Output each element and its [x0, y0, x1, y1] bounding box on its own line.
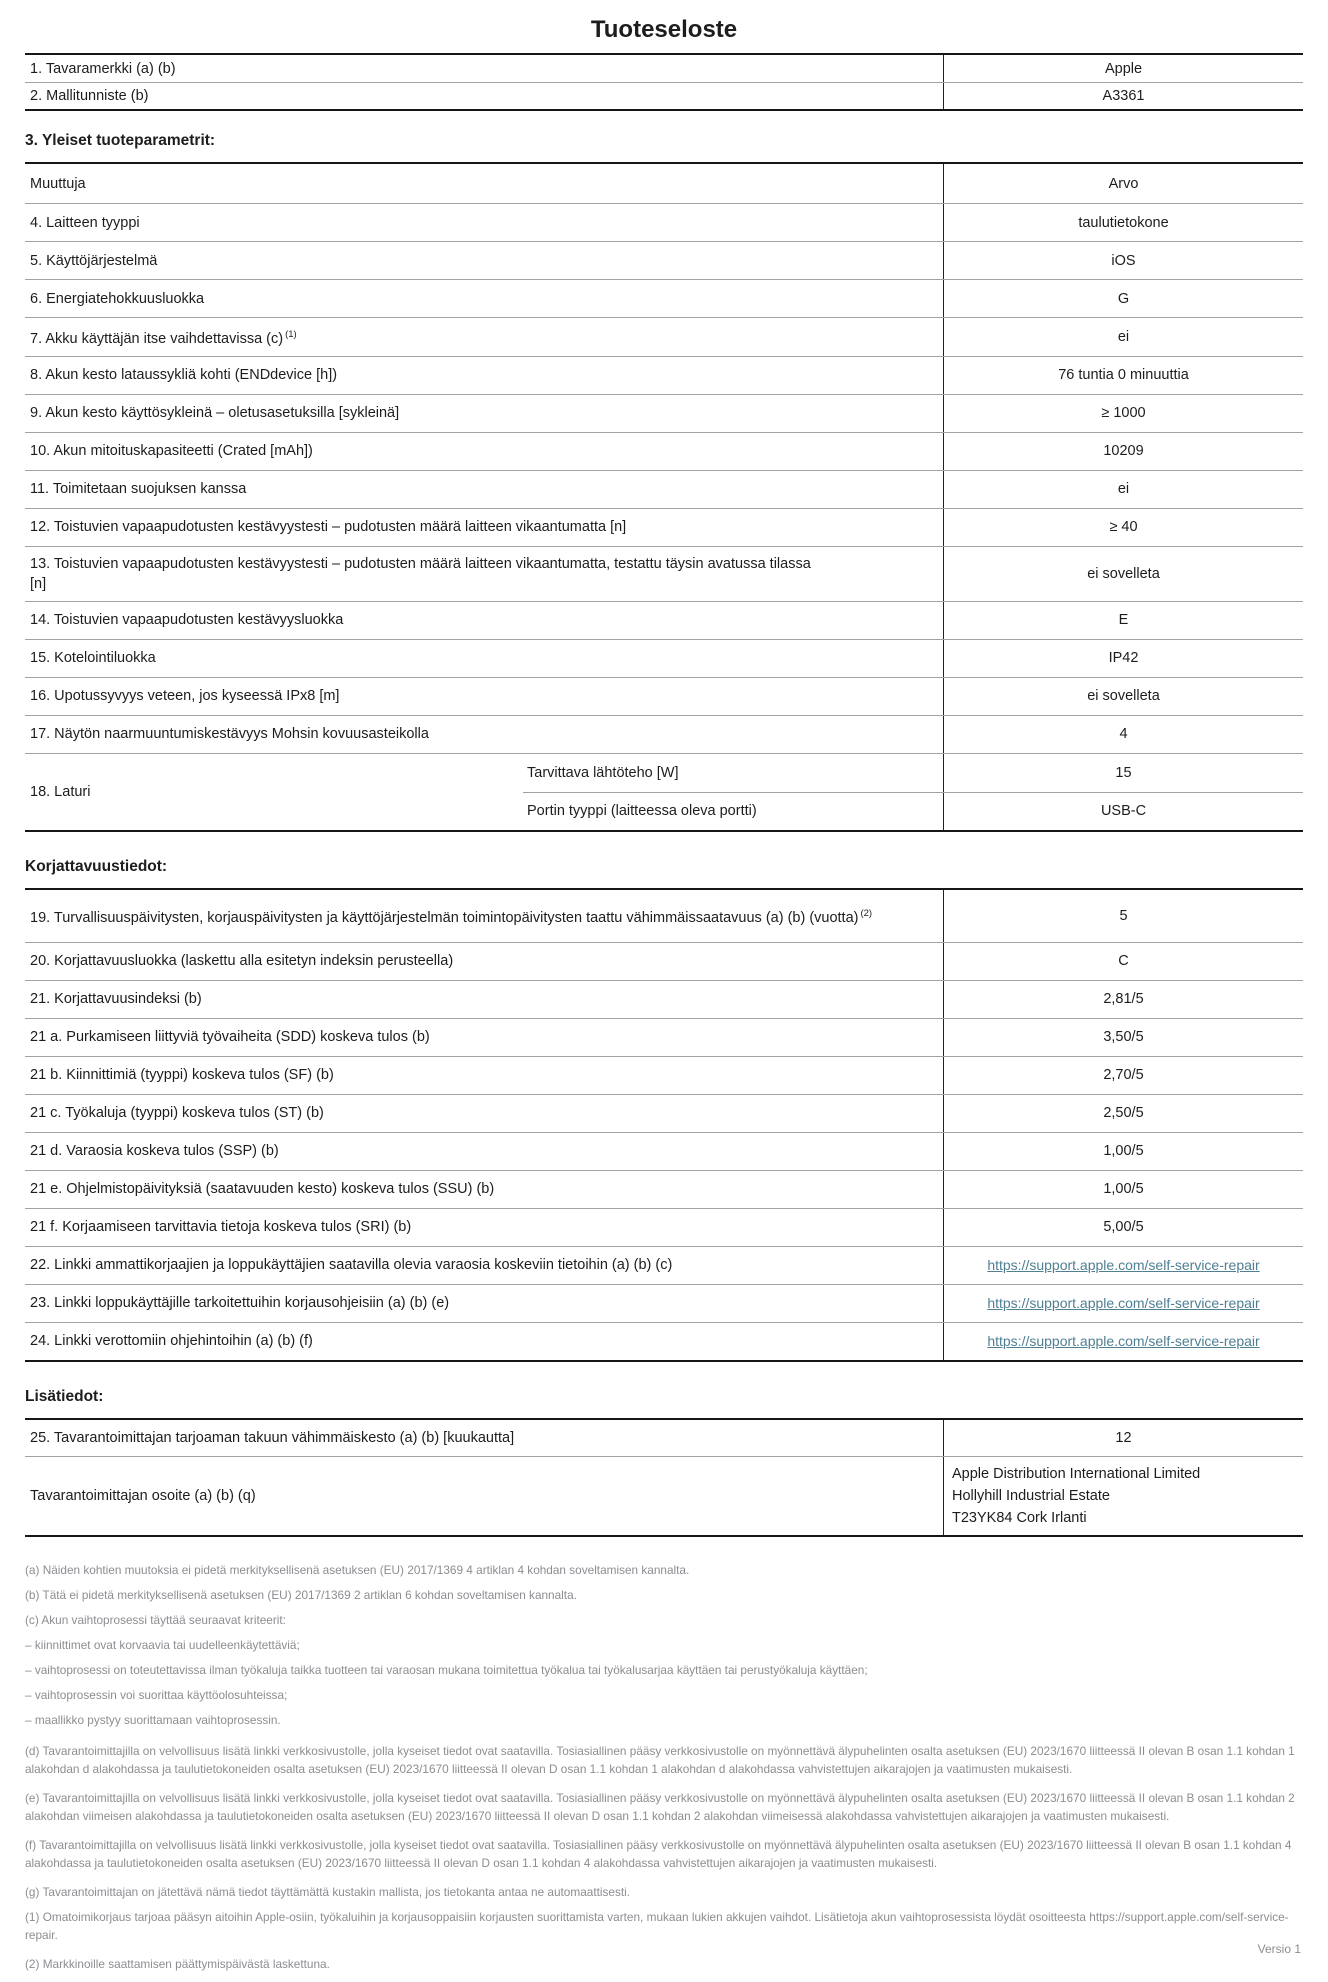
table-row [25, 356, 1303, 394]
section-heading-additional: Lisätiedot: [25, 1387, 104, 1405]
table-row [25, 394, 1303, 432]
table-row [25, 317, 1303, 356]
row-label: 2. Mallitunniste (b) [30, 88, 149, 104]
table-row [25, 1420, 1303, 1456]
row-value: Apple [943, 55, 1303, 82]
table-row [25, 1056, 1303, 1094]
row-value [943, 1285, 1303, 1322]
row-label: 1. Tavaramerkki (a) (b) [30, 60, 176, 77]
row-label: 21 c. Työkaluja (tyyppi) koskeva tulos (ST) (b) [30, 1105, 324, 1122]
footnote-list-item: – kiinnittimet ovat korvaavia tai uudelleenkäytettäviä; [25, 1637, 300, 1652]
footnote: (c) Akun vaihtoprosessi täyttää seuraavat kriteerit: [25, 1612, 286, 1627]
row-value: ≥ 40 [943, 509, 1303, 546]
table-row [25, 677, 1303, 715]
table-row [25, 470, 1303, 508]
row-value: E [943, 602, 1303, 639]
row-label: 12. Toistuvien vapaapudotusten kestävyystesti – pudotusten määrä laitteen vikaantumatta [n] [30, 519, 627, 536]
footnote-list-item: – maallikko pystyy suorittamaan vaihtoprosessin. [25, 1712, 281, 1727]
table-row [25, 1208, 1303, 1246]
table-row [25, 639, 1303, 677]
row-value: 12 [943, 1420, 1303, 1456]
footnote: (1) Omatoimikorjaus tarjoaa pääsyn aitoihin Apple-osiin, työkaluihin ja korjausoppaisiin korjausten suorittamista varten, mukaan lukien akkujen vaihdot. Lisätietoja akun vaihtoprosessista löydät osoitteesta https://support.apple.com/self-service-repair. [25, 1909, 1289, 1942]
spare-parts-link[interactable]: https://support.apple.com/self-service-repair [987, 1257, 1260, 1274]
table-row [25, 203, 1303, 241]
column-header-variable: Muuttuja [30, 175, 86, 192]
additional-info-table [25, 1418, 1303, 1537]
table-row [25, 890, 1303, 942]
footnote: (a) Näiden kohtien muutoksia ei pidetä merkityksellisenä asetuksen (EU) 2017/1369 4 artiklan 4 kohdan soveltamisen kannalta. [25, 1562, 690, 1577]
row-label: 21 f. Korjaamiseen tarvittavia tietoja koskeva tulos (SRI) (b) [30, 1219, 412, 1236]
sub-row-label: Tarvittava lähtöteho [W] [527, 764, 679, 781]
row-value: G [943, 280, 1303, 317]
row-value: ≥ 1000 [943, 395, 1303, 432]
row-value: 2,50/5 [943, 1095, 1303, 1132]
charger-sub-row [523, 754, 1303, 792]
table-row [25, 1322, 1303, 1360]
row-value: C [943, 943, 1303, 980]
table-row [25, 1170, 1303, 1208]
charger-row [25, 753, 1303, 830]
footnote: (2) Markkinoille saattamisen päättymispäivästä laskettuna. [25, 1956, 330, 1971]
price-list-link[interactable]: https://support.apple.com/self-service-repair [987, 1333, 1260, 1350]
table-header-row [25, 164, 1303, 203]
row-value: 4 [943, 716, 1303, 753]
row-value: 5 [943, 890, 1303, 942]
identification-table [25, 53, 1303, 111]
row-label: 21 b. Kiinnittimiä (tyyppi) koskeva tulos (SF) (b) [30, 1067, 334, 1084]
footnote: (f) Tavarantoimittajilla on velvollisuus lisätä linkki verkkosivustolle, jolla kyseiset tiedot ovat saatavilla. Tosiasiallinen pääsy verkkosivustolle on myönnettävä älypuhelinten osalta asetuksen (EU) 2023/1670 liitteessä II olevan B osan 1.1 kohdan 4 alakohdassa ja taulutietokoneiden osalta asetuksen (EU) 2023/1670 liitteessä II olevan D osan 1.1 kohdan 4 alakohdassa vahvistettujen aikarajojen ja vaatimusten mukaisesti. [25, 1837, 1292, 1870]
table-row [25, 508, 1303, 546]
supplier-address-row [25, 1456, 1303, 1535]
sub-row-value: USB-C [943, 793, 1303, 830]
table-row [25, 241, 1303, 279]
section-heading-general: 3. Yleiset tuoteparametrit: [25, 132, 216, 149]
address-line: Hollyhill Industrial Estate [952, 1487, 1110, 1504]
row-label: 5. Käyttöjärjestelmä [30, 252, 158, 269]
footnote-list-item: – vaihtoprosessin voi suorittaa käyttöolosuhteissa; [25, 1687, 288, 1702]
row-value: taulutietokone [943, 204, 1303, 241]
footnote-ref: (1) [285, 329, 297, 340]
footnotes [25, 1561, 1303, 1973]
row-value: ei sovelleta [943, 678, 1303, 715]
row-label: 19. Turvallisuuspäivitysten, korjauspäivitysten ja käyttöjärjestelmän toimintopäivitysten taattu vähimmäissaatavuus (a) (b) (vuotta) $^{(2)}$ [30, 907, 873, 926]
address-line: Apple Distribution International Limited [952, 1465, 1201, 1482]
table-row [25, 432, 1303, 470]
row-value [943, 1323, 1303, 1360]
row-label: 23. Linkki loppukäyttäjille tarkoitettuihin korjausohjeisiin (a) (b) (e) [30, 1295, 450, 1312]
footnote: (g) Tavarantoimittajan on jätettävä nämä tiedot täyttämättä kustakin mallista, jos tietokanta antaa ne automaattisesti. [25, 1884, 631, 1899]
row-label: 17. Näytön naarmuuntumiskestävyys Mohsin kovuusasteikolla [30, 726, 429, 743]
table-row [25, 942, 1303, 980]
sub-row-label: Portin tyyppi (laitteessa oleva portti) [527, 803, 757, 820]
row-label: 7. Akku käyttäjän itse vaihdettavissa (c) $^{(1)}$ [30, 329, 297, 347]
row-label: 8. Akun kesto lataussykliä kohti (ENDdevice [h]) [30, 367, 338, 384]
row-label: 25. Tavarantoimittajan tarjoaman takuun vähimmäiskesto (a) (b) [kuukautta] [30, 1429, 515, 1446]
version-label: Versio 1 [1257, 1942, 1301, 1956]
row-value: ei [943, 471, 1303, 508]
row-value: A3361 [943, 83, 1303, 109]
row-label: 13. Toistuvien vapaapudotusten kestävyystesti – pudotusten määrä laitteen vikaantumatta, testattu täysin avatussa tilassa [n] [30, 555, 811, 592]
table-row [25, 546, 1303, 601]
table-row [25, 279, 1303, 317]
row-label: 20. Korjattavuusluokka (laskettu alla esitetyn indeksin perusteella) [30, 953, 454, 970]
footnote: (b) Tätä ei pidetä merkityksellisenä asetuksen (EU) 2017/1369 2 artiklan 6 kohdan soveltamisen kannalta. [25, 1587, 577, 1602]
sub-row-value: 15 [943, 754, 1303, 792]
row-label: 21 a. Purkamiseen liittyviä työvaiheita (SDD) koskeva tulos (b) [30, 1029, 430, 1046]
row-value: 2,81/5 [943, 981, 1303, 1018]
column-header-value: Arvo [943, 164, 1303, 203]
table-row [25, 1094, 1303, 1132]
row-label: 21. Korjattavuusindeksi (b) [30, 991, 202, 1008]
row-label: 21 e. Ohjelmistopäivityksiä (saatavuuden kesto) koskeva tulos (SSU) (b) [30, 1181, 495, 1198]
row-label: 10. Akun mitoituskapasiteetti (Crated [mAh]) [30, 443, 313, 460]
row-label: 6. Energiatehokkuusluokka [30, 290, 205, 307]
table-row [25, 1132, 1303, 1170]
row-value: ei sovelleta [943, 547, 1303, 601]
row-label: 18. Laturi [30, 783, 91, 800]
table-row [25, 1284, 1303, 1322]
row-value: 5,00/5 [943, 1209, 1303, 1246]
address-line: T23YK84 Cork Irlanti [952, 1509, 1087, 1526]
table-row [25, 1018, 1303, 1056]
table-row [25, 82, 1303, 109]
section-heading-repairability: Korjattavuustiedot: [25, 857, 168, 875]
page-title: Tuoteseloste [590, 16, 738, 43]
row-label: 24. Linkki verottomiin ohjehintoihin (a) (b) (f) [30, 1333, 313, 1350]
table-row [25, 715, 1303, 753]
table-row [25, 980, 1303, 1018]
footnote: (d) Tavarantoimittajilla on velvollisuus lisätä linkki verkkosivustolle, jolla kyseiset tiedot ovat saatavilla. Tosiasiallinen pääsy verkkosivustolle on myönnettävä älypuhelinten osalta asetuksen (EU) 2023/1670 liitteessä II olevan B osan 1.1 kohdan 1 alakohdan d alakohdassa ja taulutietokoneiden osalta asetuksen (EU) 2023/1670 liitteessä II olevan D osan 1.1 kohdan 1 alakohdan d alakohdassa vahvistettujen aikarajojen ja vaatimusten mukaisesti. [25, 1743, 1295, 1776]
supplier-address [943, 1457, 1303, 1535]
row-label: 22. Linkki ammattikorjaajien ja loppukäyttäjien saatavilla olevia varaosia koskeviin tietoihin (a) (b) (c) [30, 1257, 673, 1274]
repair-instructions-link[interactable]: https://support.apple.com/self-service-repair [987, 1295, 1260, 1312]
row-value: IP42 [943, 640, 1303, 677]
row-label: 4. Laitteen tyyppi [30, 214, 140, 231]
row-label: 16. Upotussyvyys veteen, jos kyseessä IPx8 [m] [30, 688, 340, 705]
charger-sub-table [523, 754, 1303, 830]
footnote-ref: (2) [860, 907, 873, 919]
row-value: 1,00/5 [943, 1171, 1303, 1208]
table-row [25, 601, 1303, 639]
row-value: 3,50/5 [943, 1019, 1303, 1056]
row-value: 2,70/5 [943, 1057, 1303, 1094]
row-value: iOS [943, 242, 1303, 279]
row-label: 9. Akun kesto käyttösykleinä – oletusasetuksilla [sykleinä] [30, 405, 400, 422]
footnote-list-item: – vaihtoprosessi on toteutettavissa ilman työkaluja taikka tuotteen tai varaosan mukana toimitettua työkalua tai työkalusarjaa käyttäen tai perustyökaluja käyttäen; [25, 1662, 868, 1677]
row-value [943, 1247, 1303, 1284]
row-value: 10209 [943, 433, 1303, 470]
table-row [25, 55, 1303, 82]
charger-sub-row [523, 792, 1303, 830]
table-row [25, 1246, 1303, 1284]
general-parameters-table [25, 162, 1303, 832]
repairability-table [25, 888, 1303, 1362]
row-label: Tavarantoimittajan osoite (a) (b) (q) [30, 1487, 256, 1504]
row-label: 11. Toimitetaan suojuksen kanssa [30, 481, 247, 498]
row-value: ei [943, 318, 1303, 356]
row-value: 76 tuntia 0 minuuttia [943, 357, 1303, 394]
footnote: (e) Tavarantoimittajilla on velvollisuus lisätä linkki verkkosivustolle, jolla kyseiset tiedot ovat saatavilla. Tosiasiallinen pääsy verkkosivustolle on myönnettävä älypuhelinten osalta asetuksen (EU) 2023/1670 liitteessä II olevan B osan 1.1 kohdan 2 alakohdan viimeisen alakohdassa ja taulutietokoneiden osalta asetuksen (EU) 2023/1670 liitteessä II olevan D osan 1.1 kohdan 2 alakohdan viimeisessä alakohdassa vahvistettujen aikarajojen ja vaatimusten mukaisesti. [25, 1790, 1295, 1823]
row-label: 14. Toistuvien vapaapudotusten kestävyysluokka [30, 612, 344, 629]
row-label: 15. Kotelointiluokka [30, 650, 156, 667]
row-value: 1,00/5 [943, 1133, 1303, 1170]
row-label: 21 d. Varaosia koskeva tulos (SSP) (b) [30, 1143, 279, 1160]
